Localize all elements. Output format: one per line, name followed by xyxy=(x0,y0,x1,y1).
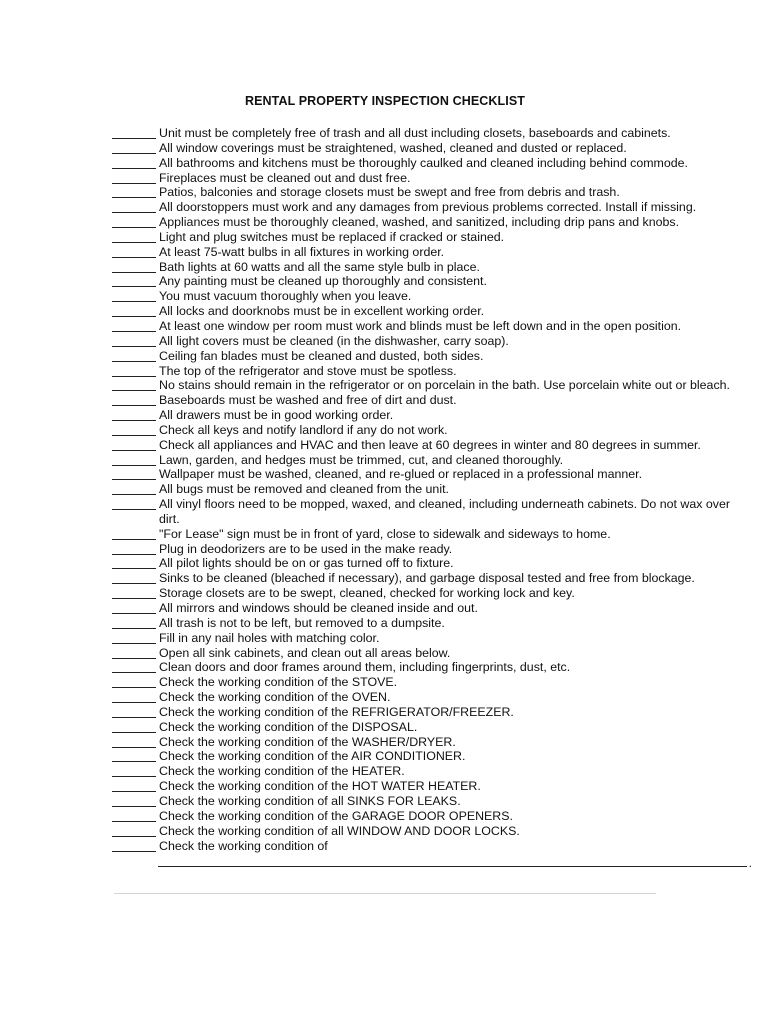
checkoff-blank[interactable] xyxy=(112,200,156,213)
checkoff-blank[interactable] xyxy=(112,260,156,273)
checklist-item-text: Fireplaces must be cleaned out and dust free. xyxy=(159,170,411,185)
checkoff-blank[interactable] xyxy=(112,749,156,762)
checklist-item xyxy=(112,319,752,334)
checkoff-blank[interactable] xyxy=(112,126,156,139)
checklist-item-text: Check the working condition of the HEATER. xyxy=(159,764,405,779)
checklist-item-text: All window coverings must be straightened, washed, cleaned and dusted or replaced. xyxy=(159,140,627,155)
checkoff-blank[interactable] xyxy=(112,764,156,777)
checkoff-blank[interactable] xyxy=(112,660,156,673)
checklist-item-text: Plug in deodorizers are to be used in the make ready. xyxy=(159,541,453,556)
checklist-item xyxy=(112,393,752,408)
checkoff-blank[interactable] xyxy=(112,542,156,555)
checklist-item xyxy=(112,824,752,839)
checklist-item xyxy=(112,705,752,720)
checkoff-blank[interactable] xyxy=(112,423,156,436)
checklist-item-text: At least 75-watt bulbs in all fixtures in working order. xyxy=(159,244,445,259)
checklist-item-text: All pilot lights should be on or gas turned off to fixture. xyxy=(159,556,454,571)
checklist-item-text: Check the working condition of all SINKS FOR LEAKS. xyxy=(159,793,461,808)
checkoff-blank[interactable] xyxy=(112,289,156,302)
footer-divider xyxy=(114,893,656,894)
checklist-item-text: Check the working condition of the GARAGE DOOR OPENERS. xyxy=(159,808,513,823)
checklist-item-text: Open all sink cabinets, and clean out all areas below. xyxy=(159,645,451,660)
checklist-item-text: Ceiling fan blades must be cleaned and dusted, both sides. xyxy=(159,348,484,363)
checklist-item-text: Any painting must be cleaned up thoroughly and consistent. xyxy=(159,274,487,289)
checklist-item-text: Check the working condition of the STOVE. xyxy=(159,675,398,690)
checkoff-blank[interactable] xyxy=(112,839,156,852)
checkoff-blank[interactable] xyxy=(112,453,156,466)
checkoff-blank[interactable] xyxy=(112,794,156,807)
checklist-item xyxy=(112,497,752,527)
checklist-item xyxy=(112,274,752,289)
checklist-item xyxy=(112,556,752,571)
checklist-item-text: Check the working condition of the WASHER/DRYER. xyxy=(159,734,456,749)
checklist-item xyxy=(112,839,752,854)
checklist-item xyxy=(112,616,752,631)
checklist-item xyxy=(112,586,752,601)
checklist-item xyxy=(112,423,752,438)
checklist-item-text: All mirrors and windows should be cleaned inside and out. xyxy=(159,601,478,615)
checklist-item xyxy=(112,126,752,141)
checkoff-blank[interactable] xyxy=(112,497,156,510)
checklist-item xyxy=(112,794,752,809)
checklist-item xyxy=(112,453,752,468)
checkoff-blank[interactable] xyxy=(112,319,156,332)
checklist-item-text: All drawers must be in good working order. xyxy=(159,408,394,423)
checkoff-blank[interactable] xyxy=(112,705,156,718)
checklist-item-text: Unit must be completely free of trash and all dust including closets, baseboards and cabinets. xyxy=(159,126,671,140)
checklist-item-text: Check the working condition of the OVEN. xyxy=(159,690,391,705)
checkoff-blank[interactable] xyxy=(112,378,156,391)
checkoff-blank[interactable] xyxy=(112,334,156,347)
checklist-item xyxy=(112,378,752,393)
checkoff-blank[interactable] xyxy=(112,171,156,184)
checkoff-blank[interactable] xyxy=(112,438,156,451)
checkoff-blank[interactable] xyxy=(112,185,156,198)
checklist-item-text: Check all appliances and HVAC and then leave at 60 degrees in winter and 80 degrees in summer. xyxy=(159,437,701,452)
checklist-item-text: Check the working condition of the DISPOSAL. xyxy=(159,719,418,734)
checklist-item-text: Bath lights at 60 watts and all the same style bulb in place. xyxy=(159,259,480,274)
checklist-item xyxy=(112,764,752,779)
checkoff-blank[interactable] xyxy=(112,571,156,584)
checklist-item-text: At least one window per room must work and blinds must be left down and in the open position. xyxy=(159,318,682,333)
checkoff-blank[interactable] xyxy=(112,364,156,377)
checklist-item xyxy=(112,467,752,482)
checklist-item-text: All trash is not to be left, but removed to a dumpsite. xyxy=(159,615,445,630)
checklist-item-text: Check the working condition of all WINDOW AND DOOR LOCKS. xyxy=(159,823,520,838)
checklist-item-text: Patios, balconies and storage closets must be swept and free from debris and trash. xyxy=(159,185,620,200)
checklist-item xyxy=(112,408,752,423)
checkoff-blank[interactable] xyxy=(112,556,156,569)
checklist-item-text: Light and plug switches must be replaced if cracked or stained. xyxy=(159,229,505,244)
checklist-item-text: All locks and doorknobs must be in excellent working order. xyxy=(159,304,485,319)
checklist-item-text: Wallpaper must be washed, cleaned, and re-glued or replaced in a professional manner. xyxy=(159,467,643,482)
checklist-item-text: All light covers must be cleaned (in the dishwasher, carry soap). xyxy=(159,333,509,348)
checkoff-blank[interactable] xyxy=(112,586,156,599)
checkoff-blank[interactable] xyxy=(112,467,156,480)
checklist-item xyxy=(112,527,752,542)
checklist-item xyxy=(112,482,752,497)
checklist-item xyxy=(112,601,752,616)
checkoff-blank[interactable] xyxy=(112,720,156,733)
checklist-item xyxy=(112,809,752,824)
checklist-item xyxy=(112,542,752,557)
checklist-item xyxy=(112,215,752,230)
checklist-item xyxy=(112,660,752,675)
checkoff-blank[interactable] xyxy=(112,601,156,614)
fill-line-period: . xyxy=(748,856,752,870)
checklist-item xyxy=(112,735,752,750)
checklist-item xyxy=(112,364,752,379)
checklist-item-text: Check the working condition of the HOT WATER HEATER. xyxy=(159,779,481,794)
checklist-item xyxy=(112,185,752,200)
checkoff-blank[interactable] xyxy=(112,735,156,748)
checkoff-blank[interactable] xyxy=(112,408,156,421)
checklist-item xyxy=(112,571,752,586)
checkoff-blank[interactable] xyxy=(112,690,156,703)
checkoff-blank[interactable] xyxy=(112,215,156,228)
checklist-item xyxy=(112,200,752,215)
checklist-item-text: "For Lease" sign must be in front of yard, close to sidewalk and sideways to home. xyxy=(159,526,611,541)
checklist-item-text: Baseboards must be washed and free of dirt and dust. xyxy=(159,393,457,408)
checkoff-blank[interactable] xyxy=(112,631,156,644)
checkoff-blank[interactable] xyxy=(112,349,156,362)
page-title: RENTAL PROPERTY INSPECTION CHECKLIST xyxy=(244,94,526,108)
checkoff-blank[interactable] xyxy=(112,527,156,540)
checklist-item-text: You must vacuum thoroughly when you leave. xyxy=(159,289,412,304)
checklist-item-text: All doorstoppers must work and any damages from previous problems corrected. Install if missing. xyxy=(159,200,697,215)
checklist-item xyxy=(112,171,752,186)
checklist-item-text: All bugs must be removed and cleaned from the unit. xyxy=(159,482,449,497)
checklist-item-text: Appliances must be thoroughly cleaned, washed, and sanitized, including drip pans and knobs. xyxy=(159,215,680,230)
checkoff-blank[interactable] xyxy=(112,646,156,659)
checklist-item xyxy=(112,349,752,364)
checklist-item-text: Check the working condition of xyxy=(159,838,328,853)
checklist-item-text: The top of the refrigerator and stove must be spotless. xyxy=(159,363,457,378)
checklist-item xyxy=(112,156,752,171)
checklist-item xyxy=(112,334,752,349)
fill-in-blank-line[interactable] xyxy=(158,866,747,867)
checklist-item xyxy=(112,260,752,275)
checkoff-blank[interactable] xyxy=(112,245,156,258)
checklist-item xyxy=(112,289,752,304)
checklist-item-text: Check the working condition of the REFRIGERATOR/FREEZER. xyxy=(159,704,514,719)
checklist-item-text: Check the working condition of the AIR CONDITIONER. xyxy=(159,749,466,764)
checkoff-blank[interactable] xyxy=(112,274,156,287)
checkoff-blank[interactable] xyxy=(112,616,156,629)
checkoff-blank[interactable] xyxy=(112,230,156,243)
custom-item-fill-line[interactable] xyxy=(158,854,752,868)
checklist-item xyxy=(112,749,752,764)
checkoff-blank[interactable] xyxy=(112,141,156,154)
checklist-item-text: Check all keys and notify landlord if any do not work. xyxy=(159,422,448,437)
checkoff-blank[interactable] xyxy=(112,675,156,688)
checkoff-blank[interactable] xyxy=(112,393,156,406)
checklist-item xyxy=(112,690,752,705)
checklist-item-text: Clean doors and door frames around them, including fingerprints, dust, etc. xyxy=(159,660,571,675)
checklist-item-text: All vinyl floors need to be mopped, waxed, and cleaned, including underneath cabinets. Do not wax over dirt. xyxy=(159,497,731,526)
checklist-item xyxy=(112,779,752,794)
checklist-item xyxy=(112,438,752,453)
checklist-item-text: Fill in any nail holes with matching color. xyxy=(159,630,380,645)
checklist-item xyxy=(112,646,752,661)
checklist-item xyxy=(112,675,752,690)
checklist-item-text: Storage closets are to be swept, cleaned, checked for working lock and key. xyxy=(159,586,575,601)
checkoff-blank[interactable] xyxy=(112,156,156,169)
checklist-item-text: No stains should remain in the refrigerator or on porcelain in the bath. Use porcelain white out or bleach. xyxy=(159,378,730,393)
checklist-item-text: All bathrooms and kitchens must be thoroughly caulked and cleaned including behind commode. xyxy=(159,155,688,170)
checklist-item xyxy=(112,720,752,735)
checkoff-blank[interactable] xyxy=(112,779,156,792)
checklist-item xyxy=(112,141,752,156)
checkoff-blank[interactable] xyxy=(112,482,156,495)
checklist-item xyxy=(112,230,752,245)
checklist-item xyxy=(112,245,752,260)
checkoff-blank[interactable] xyxy=(112,824,156,837)
checklist-item xyxy=(112,304,752,319)
checkoff-blank[interactable] xyxy=(112,809,156,822)
checklist-item-text: Lawn, garden, and hedges must be trimmed, cut, and cleaned thoroughly. xyxy=(159,452,564,467)
checklist xyxy=(112,126,752,853)
checkoff-blank[interactable] xyxy=(112,304,156,317)
checklist-item-text: Sinks to be cleaned (bleached if necessary), and garbage disposal tested and free from blockage. xyxy=(159,571,695,586)
checklist-item xyxy=(112,631,752,646)
